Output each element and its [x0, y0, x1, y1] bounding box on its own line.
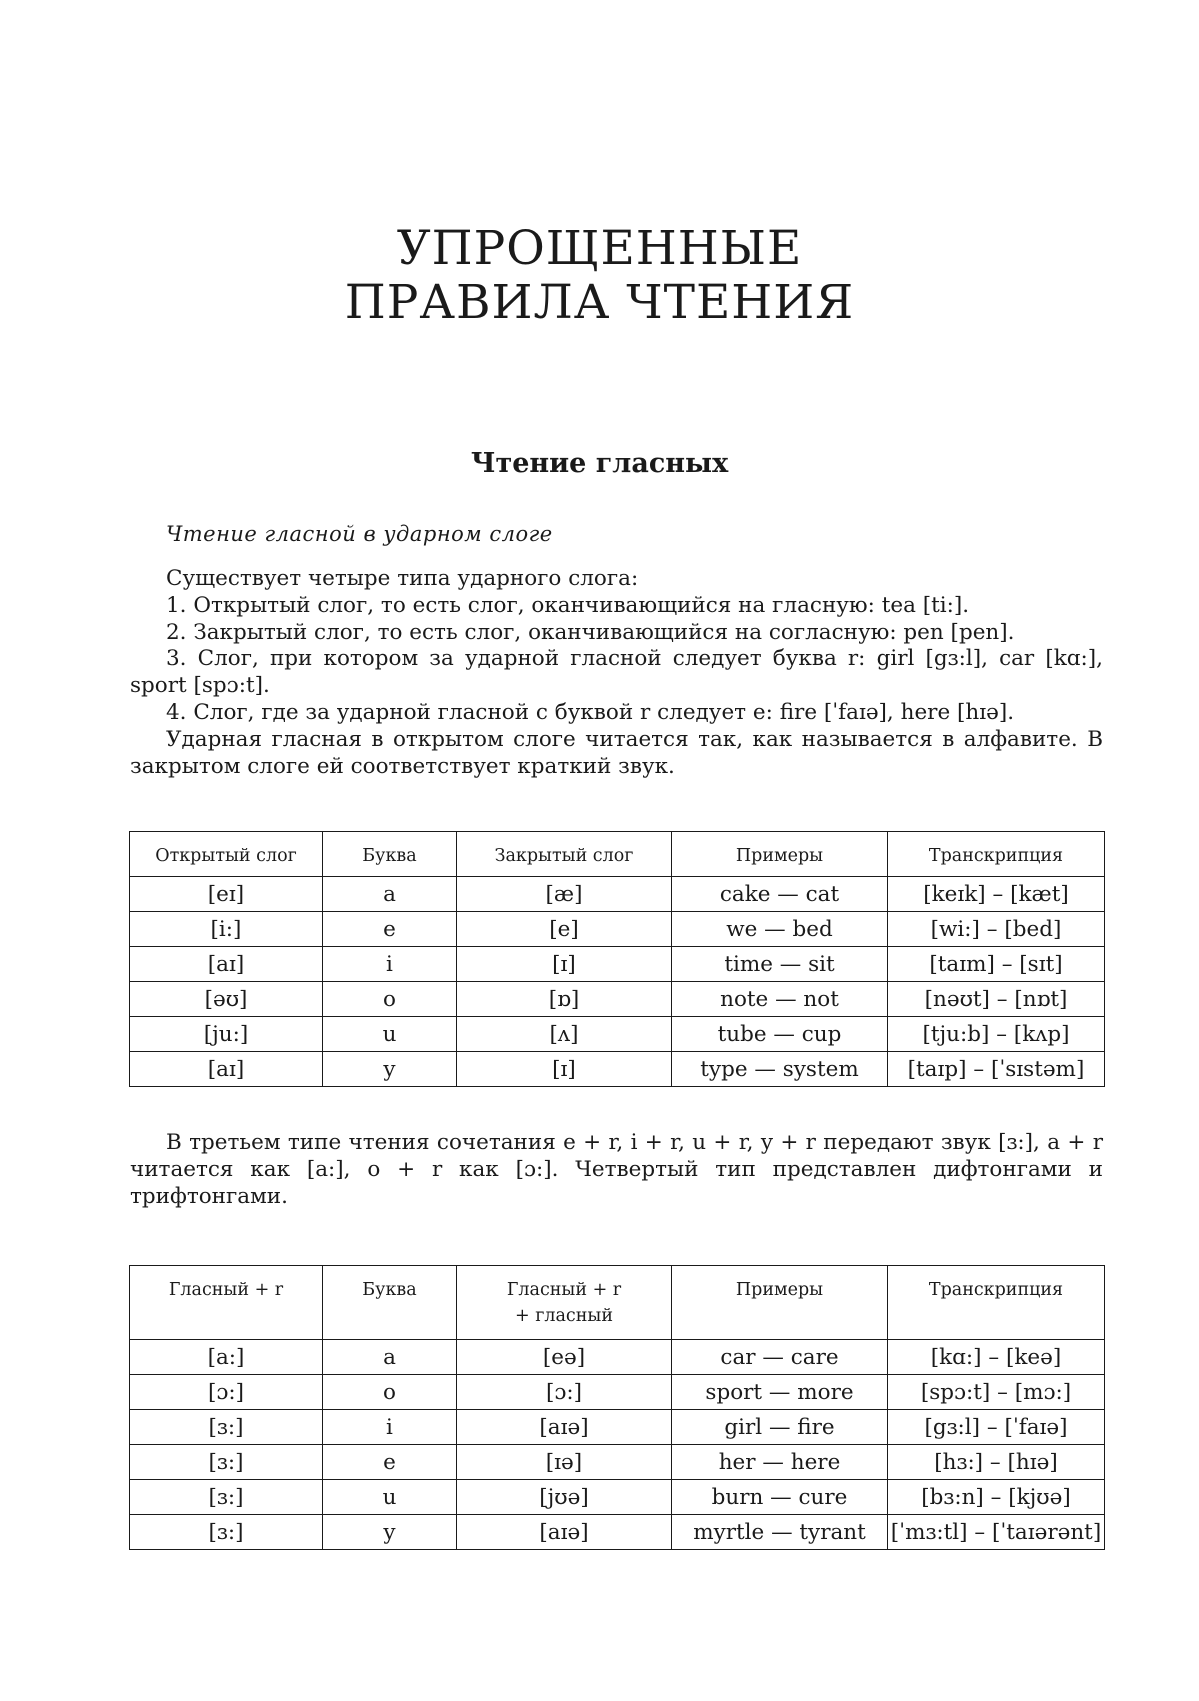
table-cell: [tju:b] – [kʌp] — [888, 1017, 1105, 1052]
table-cell: [e] — [457, 912, 672, 947]
r-combinations-paragraph — [130, 1130, 1103, 1210]
table-row — [130, 1445, 1105, 1480]
table-cell: [aɪə] — [457, 1515, 672, 1550]
table-cell: [ju:] — [130, 1017, 323, 1052]
table-row — [130, 1052, 1105, 1087]
table-cell: cake — cat — [672, 877, 888, 912]
table-cell: her — here — [672, 1445, 888, 1480]
table-row — [130, 1515, 1105, 1550]
table-cell: [ɪ] — [457, 947, 672, 982]
table-cell: [ʌ] — [457, 1017, 672, 1052]
table-cell: o — [323, 982, 457, 1017]
column-header: Буква — [323, 832, 457, 877]
table-cell: [eɪ] — [130, 877, 323, 912]
column-header: Открытый слог — [130, 832, 323, 877]
table-cell: car — care — [672, 1340, 888, 1375]
table-cell: [wi:] – [bed] — [888, 912, 1105, 947]
paragraph: 3. Слог, при котором за ударной гласной следует буква r: girl [gɜ:l], car [kɑ:], sport [spɔ:t]. — [130, 646, 1103, 699]
table-cell: sport — more — [672, 1375, 888, 1410]
table-row — [130, 1375, 1105, 1410]
table-header-row — [130, 832, 1105, 877]
table-row — [130, 1017, 1105, 1052]
table-cell: o — [323, 1375, 457, 1410]
table-cell: [nəʊt] – [nɒt] — [888, 982, 1105, 1017]
paragraph: Существует четыре типа ударного слога: — [166, 566, 639, 591]
table-cell: [ɒ] — [457, 982, 672, 1017]
table-cell: i — [323, 1410, 457, 1445]
table-cell: burn — cure — [672, 1480, 888, 1515]
table-cell: y — [323, 1515, 457, 1550]
table-cell: e — [323, 912, 457, 947]
table-cell: e — [323, 1445, 457, 1480]
table-cell: a — [323, 1340, 457, 1375]
table-cell: note — not — [672, 982, 888, 1017]
table-cell: [ˈmɜ:tl] – [ˈtaɪərənt] — [888, 1515, 1105, 1550]
table-cell: [aɪ] — [130, 947, 323, 982]
table-cell: [spɔ:t] – [mɔ:] — [888, 1375, 1105, 1410]
table-cell: [hɜ:] – [hɪə] — [888, 1445, 1105, 1480]
paragraph: 1. Открытый слог, то есть слог, оканчивающийся на гласную: tea [ti:]. — [166, 592, 970, 618]
table-cell: [keɪk] – [kæt] — [888, 877, 1105, 912]
table-cell: myrtle — tyrant — [672, 1515, 888, 1550]
column-header: Транскрипция — [888, 1266, 1105, 1340]
table-cell: [jʊə] — [457, 1480, 672, 1515]
table-cell: [əʊ] — [130, 982, 323, 1017]
table-row — [130, 947, 1105, 982]
column-header: Примеры — [672, 1266, 888, 1340]
table-row — [130, 1340, 1105, 1375]
paragraph: В третьем типе чтения сочетания е + r, i + r, u + r, y + r передают звук [ɜ:], а + r читается как [a:], o + r как [ɔ:]. Четвертый тип представлен дифтонгами и трифтонгами. — [130, 1130, 1103, 1209]
table-row — [130, 912, 1105, 947]
table-cell: we — bed — [672, 912, 888, 947]
column-header: Гласный + r — [130, 1266, 323, 1340]
paragraph: Ударная гласная в открытом слоге читается так, как называется в алфавите. В закрытом слоге ей соответствует краткий звук. — [130, 726, 1103, 779]
table-cell: [i:] — [130, 912, 323, 947]
table-cell: i — [323, 947, 457, 982]
table-cell: [aɪə] — [457, 1410, 672, 1445]
column-header: Примеры — [672, 832, 888, 877]
page-title — [0, 222, 1199, 330]
table-cell: u — [323, 1480, 457, 1515]
intro-paragraphs — [130, 566, 1103, 780]
table-cell: u — [323, 1017, 457, 1052]
table-cell: girl — fire — [672, 1410, 888, 1445]
table-cell: [ɪə] — [457, 1445, 672, 1480]
table-cell: [aɪ] — [130, 1052, 323, 1087]
table-cell: [eə] — [457, 1340, 672, 1375]
page-title-line-1: УПРОЩЕННЫЕ — [396, 221, 803, 276]
paragraph: 2. Закрытый слог, то есть слог, оканчивающийся на согласную: pen [pen]. — [166, 619, 1015, 645]
table-row — [130, 877, 1105, 912]
table-row — [130, 982, 1105, 1017]
table-cell: [ɜ:] — [130, 1515, 323, 1550]
table-cell: [ɔ:] — [130, 1375, 323, 1410]
table-cell: [kɑ:] – [keə] — [888, 1340, 1105, 1375]
table-cell: y — [323, 1052, 457, 1087]
table-cell: [taɪm] – [sɪt] — [888, 947, 1105, 982]
page-title-line-2: ПРАВИЛА ЧТЕНИЯ — [344, 275, 855, 330]
column-header: Транскрипция — [888, 832, 1105, 877]
table-cell: time — sit — [672, 947, 888, 982]
table-cell: [ɜ:] — [130, 1410, 323, 1445]
table-cell: [ɜ:] — [130, 1480, 323, 1515]
vowel-table-stressed — [129, 831, 1105, 1087]
table-cell: [a:] — [130, 1340, 323, 1375]
table-cell: [ɪ] — [457, 1052, 672, 1087]
column-header: Буква — [323, 1266, 457, 1340]
column-header: Закрытый слог — [457, 832, 672, 877]
table-cell: [bɜ:n] – [kjʊə] — [888, 1480, 1105, 1515]
table-header-row — [130, 1266, 1105, 1340]
table-cell: [taɪp] – [ˈsɪstəm] — [888, 1052, 1105, 1087]
column-header: Гласный + r + гласный — [457, 1266, 672, 1340]
table-cell: [gɜ:l] – [ˈfaɪə] — [888, 1410, 1105, 1445]
table-cell: type — system — [672, 1052, 888, 1087]
table-cell: [æ] — [457, 877, 672, 912]
section-subheading: Чтение гласной в ударном слоге — [166, 522, 553, 546]
table-cell: a — [323, 877, 457, 912]
table-cell: tube — cup — [672, 1017, 888, 1052]
vowel-r-table — [129, 1265, 1105, 1550]
table-row — [130, 1410, 1105, 1445]
section-heading: Чтение гласных — [470, 448, 729, 479]
table-row — [130, 1480, 1105, 1515]
paragraph: 4. Слог, где за ударной гласной с буквой r следует е: fire [ˈfaɪə], here [hɪə]. — [166, 699, 1015, 725]
table-cell: [ɔ:] — [457, 1375, 672, 1410]
table-cell: [ɜ:] — [130, 1445, 323, 1480]
